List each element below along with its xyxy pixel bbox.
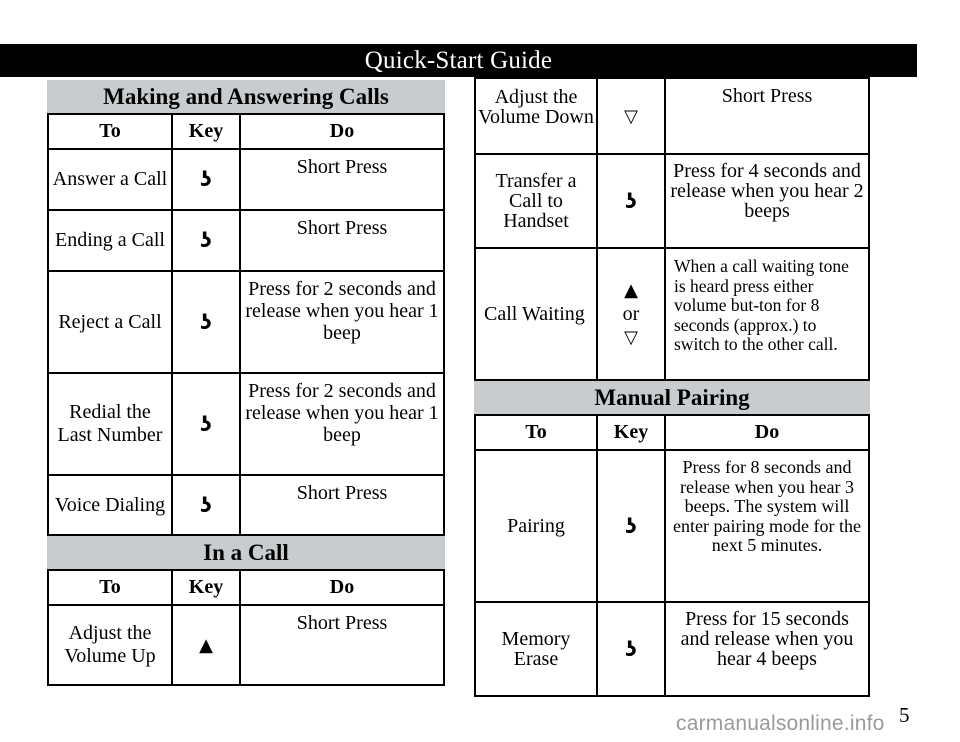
key-cell bbox=[172, 605, 240, 685]
row-do: Short Press bbox=[240, 475, 444, 535]
table-header-row bbox=[48, 570, 444, 605]
left-column bbox=[47, 80, 445, 686]
key-cell bbox=[172, 210, 240, 271]
header-do: Do bbox=[240, 570, 444, 605]
phone-icon: ʖ bbox=[200, 228, 212, 252]
phone-icon: ʖ bbox=[625, 636, 637, 661]
or-label: or bbox=[622, 303, 640, 325]
row-to: Pairing bbox=[475, 450, 597, 602]
table-header-row bbox=[48, 114, 444, 149]
row-to: Memory Erase bbox=[475, 602, 597, 696]
key-cell bbox=[172, 373, 240, 475]
header-to: To bbox=[48, 114, 172, 149]
header-key: Key bbox=[597, 415, 665, 450]
header-key: Key bbox=[172, 570, 240, 605]
row-do: Press for 15 seconds and release when you hear 4 beeps bbox=[665, 602, 869, 696]
table-row bbox=[48, 149, 444, 210]
quick-start-banner: Quick-Start Guide bbox=[0, 44, 917, 77]
row-do: Short Press bbox=[240, 149, 444, 210]
table-row bbox=[48, 373, 444, 475]
row-do: Press for 4 seconds and release when you hear 2 beeps bbox=[665, 154, 869, 248]
in-a-call-table-continued bbox=[474, 77, 870, 381]
key-cell bbox=[597, 602, 665, 696]
table-row bbox=[48, 210, 444, 271]
row-to: Ending a Call bbox=[48, 210, 172, 271]
section-title-in-a-call: In a Call bbox=[47, 536, 445, 569]
phone-icon: ʖ bbox=[625, 513, 637, 538]
key-cell bbox=[597, 154, 665, 248]
row-to: Redial the Last Number bbox=[48, 373, 172, 475]
table-row bbox=[475, 602, 869, 696]
row-do: When a call waiting tone is heard press either volume but-ton for 8 seconds (approx.) to switch to the other call. bbox=[665, 248, 869, 380]
table-row bbox=[48, 271, 444, 373]
key-cell bbox=[597, 248, 665, 380]
key-cell bbox=[597, 78, 665, 154]
row-do: Short Press bbox=[240, 605, 444, 685]
table-row bbox=[475, 450, 869, 602]
table-row bbox=[475, 154, 869, 248]
header-do: Do bbox=[665, 415, 869, 450]
key-cell bbox=[172, 475, 240, 535]
row-do: Press for 2 seconds and release when you hear 1 beep bbox=[240, 373, 444, 475]
section-title-making-calls: Making and Answering Calls bbox=[47, 80, 445, 113]
row-to: Reject a Call bbox=[48, 271, 172, 373]
volume-up-icon: ▲ bbox=[624, 280, 638, 301]
row-to: Adjust the Volume Down bbox=[475, 78, 597, 154]
making-calls-table bbox=[47, 113, 445, 536]
manual-pairing-table bbox=[474, 414, 870, 697]
header-do: Do bbox=[240, 114, 444, 149]
header-to: To bbox=[48, 570, 172, 605]
table-row bbox=[475, 78, 869, 154]
volume-up-icon: ▲ bbox=[199, 634, 213, 656]
row-do: Short Press bbox=[240, 210, 444, 271]
row-do: Press for 2 seconds and release when you hear 1 beep bbox=[240, 271, 444, 373]
phone-icon: ʖ bbox=[200, 492, 212, 517]
key-cell bbox=[597, 450, 665, 602]
phone-icon: ʖ bbox=[625, 188, 637, 213]
header-to: To bbox=[475, 415, 597, 450]
right-column bbox=[474, 77, 870, 697]
phone-icon: ʖ bbox=[200, 411, 212, 436]
row-to: Adjust the Volume Up bbox=[48, 605, 172, 685]
row-to: Transfer a Call to Handset bbox=[475, 154, 597, 248]
row-to: Voice Dialing bbox=[48, 475, 172, 535]
table-row bbox=[48, 605, 444, 685]
table-header-row bbox=[475, 415, 869, 450]
phone-icon: ʖ bbox=[200, 167, 212, 191]
section-title-manual-pairing: Manual Pairing bbox=[474, 381, 870, 414]
row-do: Press for 8 seconds and release when you hear 3 beeps. The system will enter pairing mode for the next 5 minutes. bbox=[665, 450, 869, 602]
key-cell bbox=[172, 149, 240, 210]
key-cell bbox=[172, 271, 240, 373]
row-to: Call Waiting bbox=[475, 248, 597, 380]
volume-down-icon: ▽ bbox=[624, 327, 638, 348]
in-a-call-table bbox=[47, 569, 445, 686]
volume-down-icon: ▽ bbox=[624, 105, 638, 127]
page-number: 5 bbox=[899, 703, 910, 727]
row-to: Answer a Call bbox=[48, 149, 172, 210]
watermark: carmanualsonline.info bbox=[676, 712, 885, 735]
table-row bbox=[475, 248, 869, 380]
header-key: Key bbox=[172, 114, 240, 149]
row-do: Short Press bbox=[665, 78, 869, 154]
table-row bbox=[48, 475, 444, 535]
phone-icon: ʖ bbox=[200, 309, 212, 334]
